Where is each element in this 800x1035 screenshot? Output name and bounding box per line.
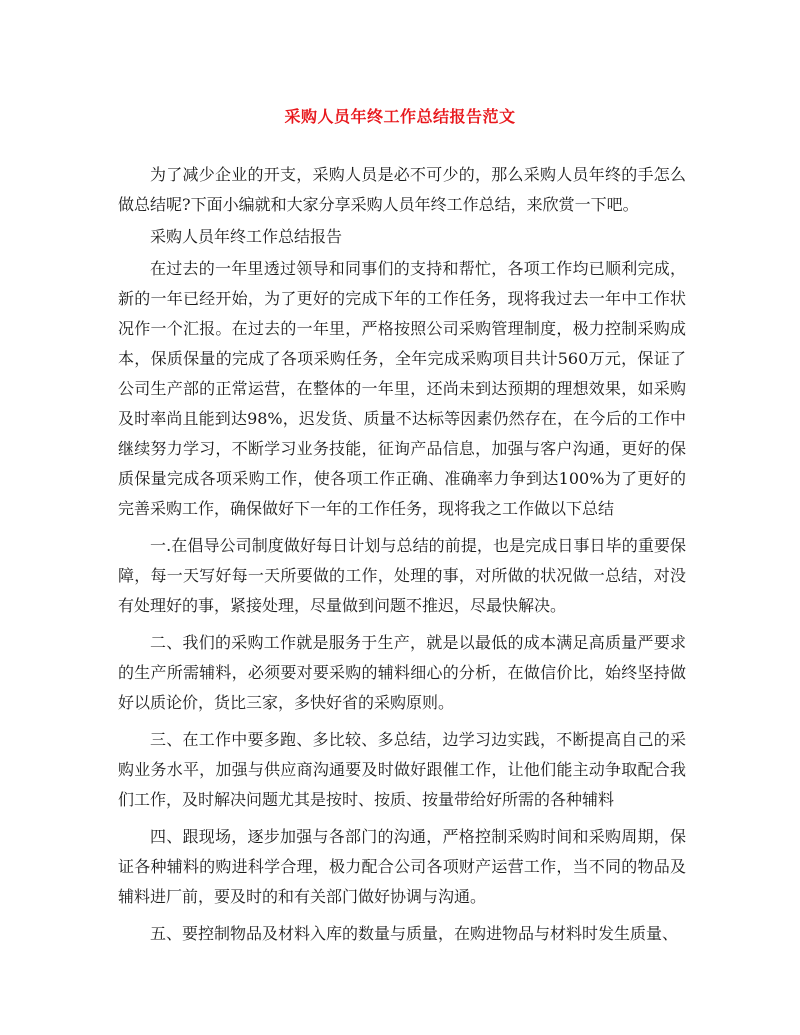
point-three-paragraph: 三、在工作中要多跑、多比较、多总结，边学习边实践，不断提高自己的采购业务水平，加强与供应商沟通要及时做好跟催工作，让他们能主动争取配合我们工作，及时解决问题尤其是按时、按质、按量带给好所需的各种辅料 [118,730,686,809]
point-two-paragraph: 二、我们的采购工作就是服务于生产，就是以最低的成本满足高质量严要求的生产所需辅料，必须要对要采购的辅料细心的分析，在做信价比，始终坚持做好以质论价，货比三家，多快好省的采购原则。 [118,633,686,712]
intro-paragraph: 为了减少企业的开支，采购人员是必不可少的，那么采购人员年终的手怎么做总结呢?下面小编就和大家分享采购人员年终工作总结，来欣赏一下吧。 [118,165,686,214]
document-body [118,160,686,949]
overview-paragraph: 在过去的一年里透过领导和同事们的支持和帮忙，各项工作均已顺利完成，新的一年已经开始，为了更好的完成下年的工作任务，现将我过去一年中工作状况作一个汇报。在过去的一年里，严格按照公司采购管理制度，极力控制采购成本，保质保量的完成了各项采购任务，全年完成采购项目共计560万元，保证了公司生产部的正常运营，在整体的一年里，还尚未到达预期的理想效果，如采购及时率尚且能到达98%，迟发货、质量不达标等因素仍然存在，在今后的工作中继续努力学习，不断学习业务技能，征询产品信息，加强与客户沟通，更好的保质保量完成各项采购工作，使各项工作正确、准确率力争到达100%为了更好的完善采购工作，确保做好下一年的工作任务，现将我之工作做以下总结 [118,259,686,518]
document-title: 采购人员年终工作总结报告范文 [284,107,516,126]
report-heading: 采购人员年终工作总结报告 [150,227,343,246]
point-five-paragraph: 五、要控制物品及材料入库的数量与质量，在购进物品与材料时发生质量、 [150,924,679,943]
point-four-paragraph: 四、跟现场，逐步加强与各部门的沟通，严格控制采购时间和采购周期，保证各种辅料的购进科学合理，极力配合公司各项财产运营工作，当不同的物品及辅料进厂前，要及时的和有关部门做好协调与沟通。 [118,827,686,906]
point-one-paragraph: 一.在倡导公司制度做好每日计划与总结的前提，也是完成日事日毕的重要保障，每一天写好每一天所要做的工作，处理的事，对所做的状况做一总结，对没有处理好的事，紧接处理，尽量做到问题不推迟，尽最快解决。 [118,536,686,615]
